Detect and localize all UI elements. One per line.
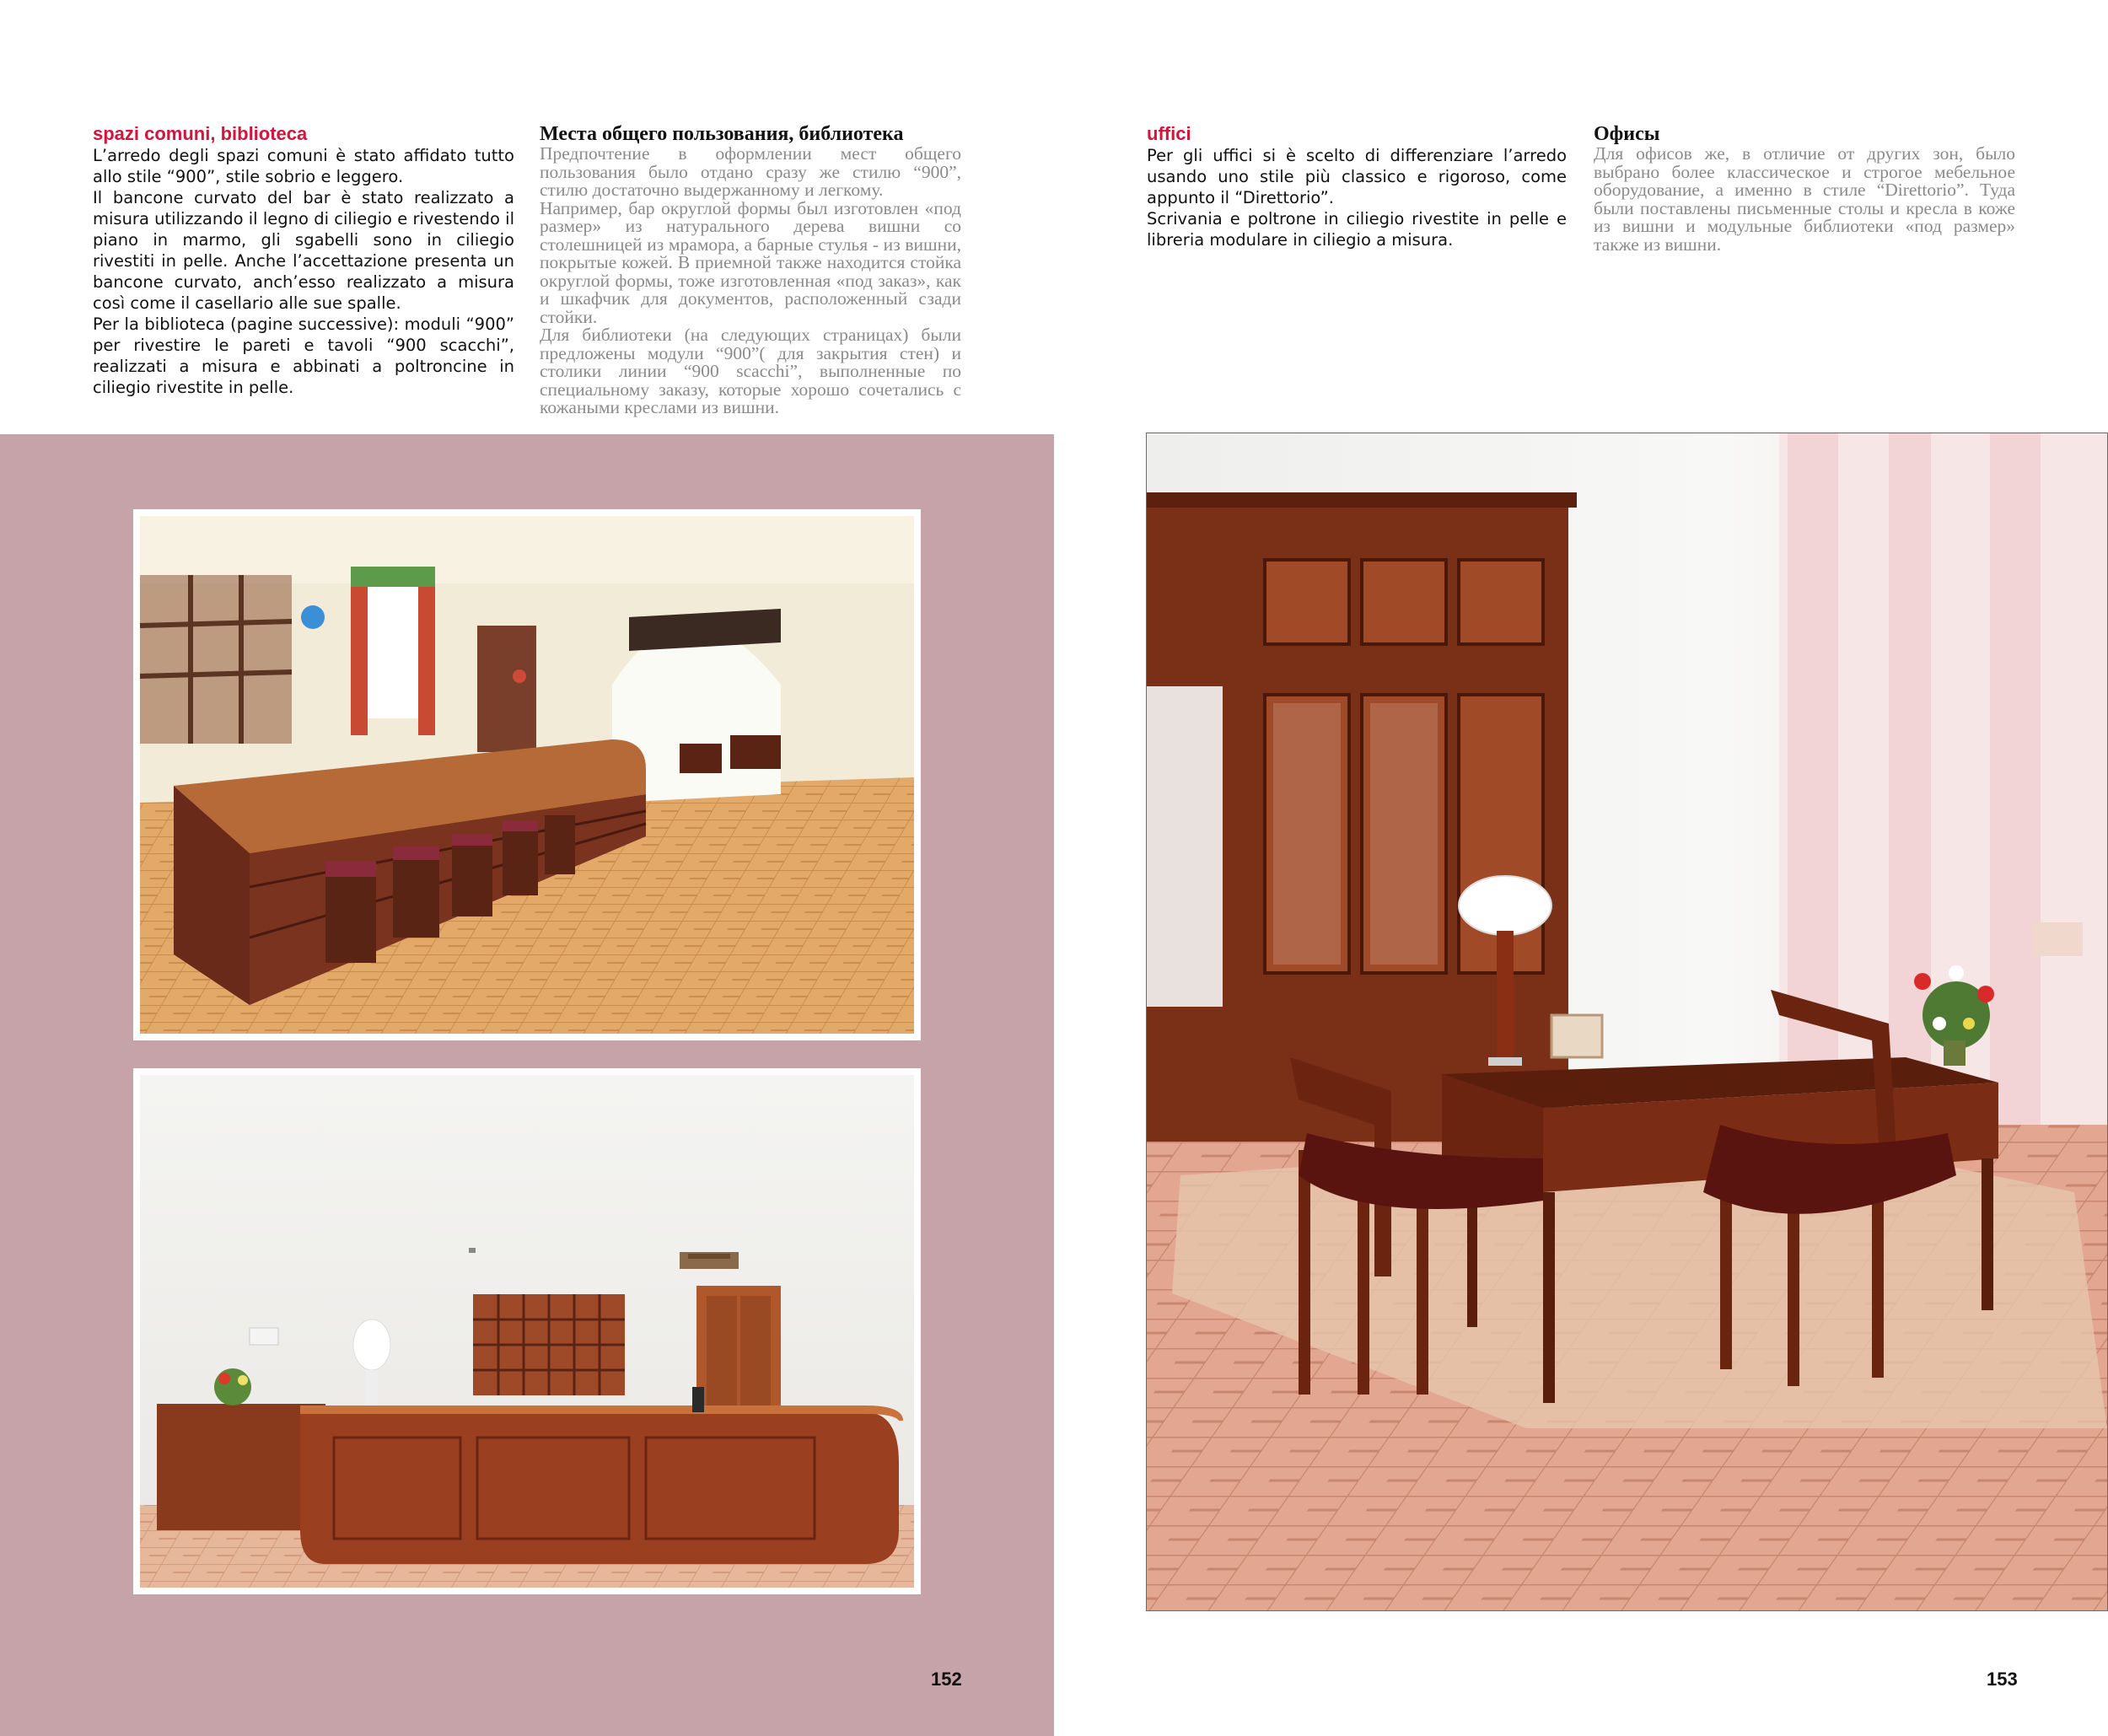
left-italian-paragraph: Per la biblioteca (pagine successive): moduli “900” per rivestire le pareti e tavoli “900 scacchi”, realizzati a misura e abbinati a poltroncine in ciliegio rivestite in pelle. [93, 314, 514, 397]
office-photo [1146, 433, 2108, 1611]
right-italian-paragraph: Per gli uffici si è scelto di differenziare l’arredo usando uno stile più classico e rigoroso, come appunto il “Direttorio”. [1147, 146, 1567, 207]
left-italian-paragraph: Il bancone curvato del bar è stato realizzato a misura utilizzando il legno di ciliegio e rivestendo il piano in marmo, gli sgabelli sono in ciliegio rivestiti in pelle. Anche l’accettazione presenta un bancone curvato, anch’esso realizzato a misura così come il casellario alle sue spalle. [93, 188, 514, 313]
left-russian-column [540, 123, 961, 417]
right-italian-body [1147, 145, 1567, 250]
left-russian-heading: Места общего пользования, библиотека [540, 123, 904, 145]
reception-photo-illustration [140, 1075, 914, 1588]
left-russian-paragraph: Для библиотеки (на следующих страницах) были предложены модули “900”( для закрытия стен) и столики линии “900 scacchi”, выполненные по специальному заказу, которые хорошо сочетались с кожаными креслами из вишни. [540, 325, 961, 417]
right-italian-paragraph: Scrivania e poltrone in ciliegio rivestite in pelle e libreria modulare in ciliegio a misura. [1147, 209, 1567, 250]
right-russian-heading: Офисы [1594, 123, 1660, 145]
reception-photo [133, 1068, 921, 1594]
left-russian-paragraph: Предпочтение в оформлении мест общего пользования было отдано сразу же стилю “900”, стилю достаточно выдержанному и легкому. [540, 143, 961, 200]
page-number-right: 153 [1987, 1669, 2018, 1690]
right-italian-column [1147, 123, 1567, 250]
right-italian-heading: uffici [1147, 123, 1191, 144]
right-russian-paragraph: Для офисов же, в отличие от других зон, было выбрано более классическое и строгое мебельное оборудование, а именно в стиле “Direttorio”. Туда были поставлены письменные столы и кресла в коже из вишни и модульные библиотеки «под размер» также из вишни. [1594, 143, 2015, 255]
left-italian-body [93, 145, 514, 398]
left-italian-heading: spazi comuni, biblioteca [93, 123, 308, 144]
bar-photo-illustration [140, 516, 914, 1034]
office-photo-illustration [1147, 433, 2107, 1610]
bar-photo [133, 509, 921, 1040]
right-russian-column [1594, 123, 2015, 254]
page-number-left: 152 [931, 1669, 962, 1690]
left-italian-paragraph: L’arredo degli spazi comuni è stato affidato tutto allo stile “900”, stile sobrio e leggero. [93, 146, 514, 186]
left-russian-paragraph: Например, бар округлой формы был изготовлен «под размер» из натурального дерева вишни со столешницей из мрамора, а барные стулья - из вишни, покрытые кожей. В приемной также находится стойка округлой формы, тоже изготовленная «под заказ», как и шкафчик для документов, расположенный сзади стойки. [540, 197, 961, 327]
right-russian-body [1594, 145, 2015, 254]
left-russian-body [540, 145, 961, 417]
left-italian-column [93, 123, 514, 398]
